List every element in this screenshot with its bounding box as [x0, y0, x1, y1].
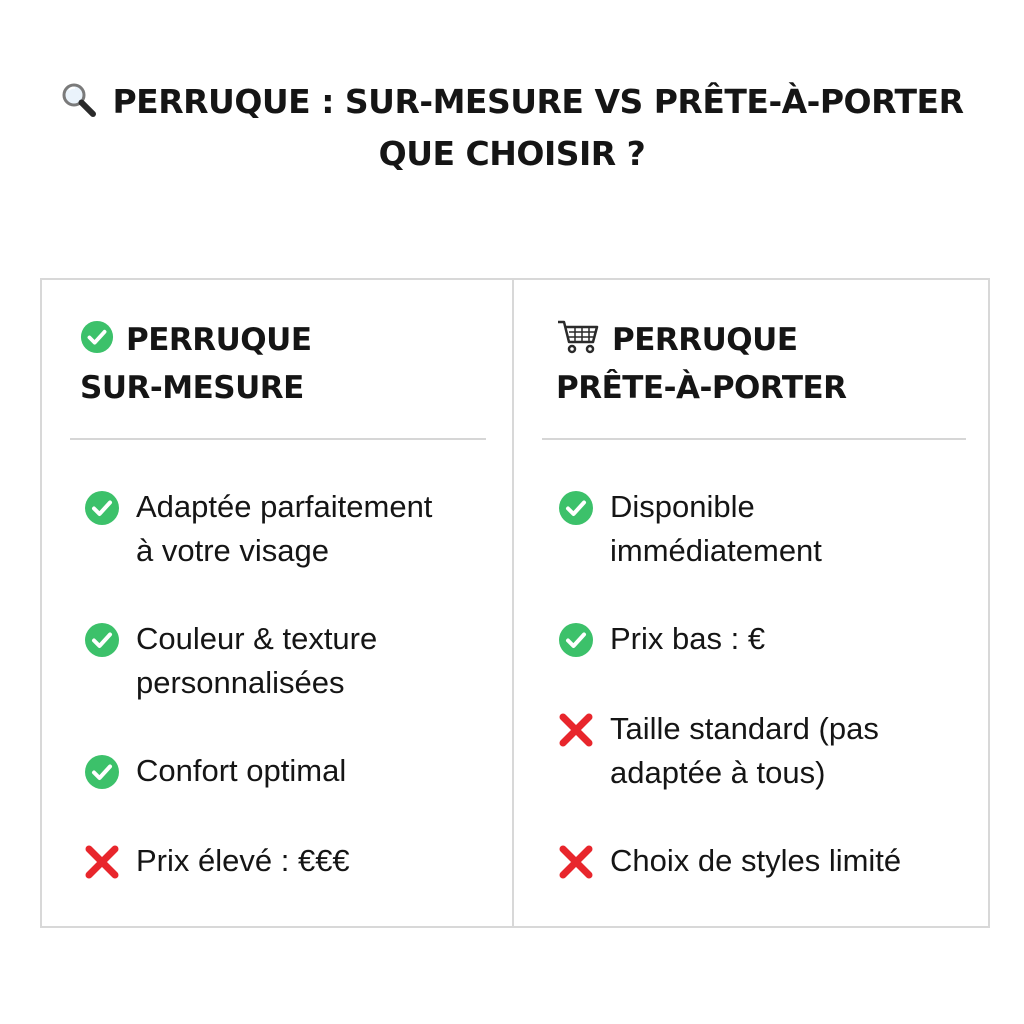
check-circle-icon [558, 622, 594, 658]
list-item [84, 749, 504, 839]
title-line-2: QUE CHOISIR ? [378, 134, 646, 173]
item-text: Prix élevé : €€€ [136, 843, 350, 878]
list-item [84, 617, 504, 749]
check-circle-icon [84, 490, 120, 526]
item-text: Prix bas : € [610, 621, 766, 656]
column-ready-to-wear [514, 280, 990, 926]
item-text: Choix de styles limité [610, 843, 902, 878]
heading-line-1: PERRUQUE [612, 322, 798, 358]
feature-list-custom [84, 485, 504, 883]
magnifier-icon [60, 81, 100, 130]
shopping-cart-icon [556, 318, 600, 366]
list-item [558, 617, 978, 707]
list-item [558, 485, 978, 617]
item-text: Adaptée parfaitement à votre visage [136, 489, 433, 568]
feature-list-ready-to-wear [558, 485, 978, 883]
cross-icon [558, 712, 594, 748]
column-custom [42, 280, 512, 926]
check-circle-icon [84, 754, 120, 790]
cross-icon [558, 844, 594, 880]
column-heading-ready-to-wear [556, 318, 976, 410]
heading-line-2: SUR-MESURE [80, 370, 304, 406]
title-line-1 [0, 78, 1024, 130]
item-text: Disponible immédiatement [610, 489, 822, 568]
item-text: Taille standard (pas adaptée à tous) [610, 711, 879, 790]
check-circle-icon [84, 622, 120, 658]
check-circle-icon [558, 490, 594, 526]
item-text: Couleur & texture personnalisées [136, 621, 378, 700]
heading-line-2: PRÊTE-À-PORTER [556, 370, 847, 406]
title-text-1: PERRUQUE : SUR-MESURE VS PRÊTE-À-PORTER [112, 82, 964, 121]
list-item [84, 839, 504, 883]
item-text: Confort optimal [136, 753, 347, 788]
heading-line-1: PERRUQUE [126, 322, 312, 358]
list-item [558, 707, 978, 839]
page-title [0, 78, 1024, 178]
cross-icon [84, 844, 120, 880]
heading-separator [542, 438, 966, 440]
list-item [84, 485, 504, 617]
comparison-table [40, 278, 990, 928]
heading-separator [70, 438, 486, 440]
check-circle-icon [80, 320, 114, 366]
list-item [558, 839, 978, 883]
column-heading-custom [80, 318, 500, 410]
